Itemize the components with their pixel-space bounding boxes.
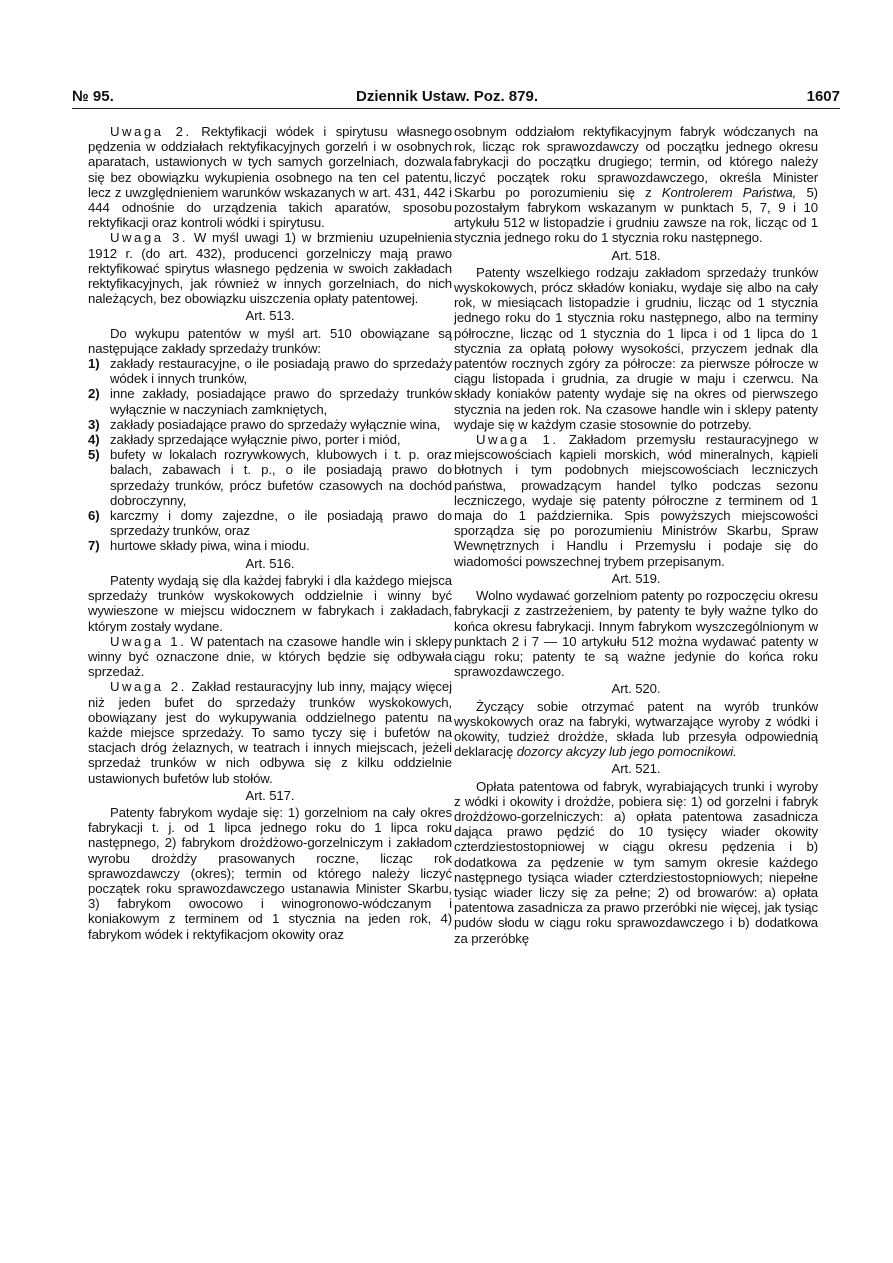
list-number: 2): [88, 386, 100, 402]
continued-text-b: 5) pozostałym fabrykom wskazanym w punktach 5, 7, 9 i 10 artykułu 512 w listopadzie i grudniu zawsze na rok, licząc od 1 stycznia jednego roku do 1 stycznia roku następnego.: [454, 184, 818, 246]
note-text: Zakładom przemysłu restauracyjnego w miejscowościach kąpieli morskich, wód mineralnych, kąpieli błotnych i tym podobnych miejscowościach leczniczych państwa, prowadzącym handel tylko podczas sezonu leczniczego, wydaje się patenty półroczne z terminem od 1 maja do 1 października. Spis powyższych miejscowości sporządza się po porozumieniu Ministrów Skarbu, Spraw Wewnętrznych i Handlu i Przemysłu i podaje się do wiadomości powszechnej trybem przepisanym.: [454, 432, 818, 569]
page-number: 1607: [806, 88, 840, 105]
header-rule: [72, 108, 840, 109]
emphasis-text: Kontrolerem Państwa,: [661, 184, 797, 200]
list-text: karczmy i domy zajezdne, o ile posiadają prawo do sprzedaży trunków, oraz: [110, 508, 452, 539]
list-number: 5): [88, 447, 100, 463]
journal-title: Dziennik Ustaw. Poz. 879.: [356, 88, 538, 105]
page-header: [72, 88, 840, 110]
article-heading: Art. 517.: [245, 787, 295, 803]
list-item: [88, 432, 452, 447]
article-heading: Art. 521.: [611, 761, 661, 777]
right-column: [454, 124, 818, 946]
list-item: [88, 417, 452, 432]
continued-text: [454, 124, 818, 246]
issue-number: № 95.: [72, 88, 114, 105]
article-heading: Art. 518.: [611, 247, 661, 263]
note-text: W patentach na czasowe handle win i sklepy winny być oznaczone dnie, w których będzie się odbywała sprzedaż.: [88, 633, 452, 680]
article-heading: Art. 519.: [611, 570, 661, 586]
list-number: 4): [88, 432, 100, 448]
article-text: Patenty fabrykom wydaje się: 1) gorzelniom na cały okres fabrykacji t. j. od 1 lipca jednego roku do 1 lipca roku następnego, 2) fabrykom drożdżowo-gorzelniczym i zakładom wyrobu drożdży prasowanych roczne, licząc rok sprawozdawczy (okres); termin od którego należy liczyć początek roku sprawozdawczego ustanawia Minister Skarbu, 3) fabrykom owocowo i winogronowo-wódczanym i koniakowym z terminem od 1 stycznia na jeden rok, 4) fabrykom wódek i rektyfikacjom okowity oraz: [88, 804, 452, 942]
note-paragraph: [454, 432, 818, 569]
article-text: Wolno wydawać gorzelniom patenty po rozpoczęciu okresu fabrykacji z zastrzeżeniem, by patenty te były ważne tylko do końca okresu fabrykacji. Innym fabrykom wyszczególnionym w punktach 2 i 7 — 10 artykułu 512 można wydawać patenty w ciągu roku; patenty te są ważne jedynie do końca roku sprawozdawczego.: [454, 588, 818, 680]
article-text: [454, 699, 818, 760]
note-paragraph: [88, 634, 452, 680]
list-text: zakłady restauracyjne, o ile posiadają prawo do sprzedaży wódek i innych trunków,: [110, 356, 452, 387]
article-text: Do wykupu patentów w myśl art. 510 obowiązane są następujące zakłady sprzedaży trunków:: [88, 325, 452, 356]
note-keyword: Uwaga 1.: [110, 633, 187, 649]
note-paragraph: [88, 124, 452, 230]
list-text: hurtowe składy piwa, wina i miodu.: [110, 538, 310, 554]
article-heading: Art. 516.: [245, 555, 295, 571]
continued-text-a: osobnym oddziałom rektyfikacyjnym fabryk wódczanych na rok, licząc rok sprawozdawczy od początku jednego okresu fabrykacji do początku drugiego; termin, od którego należy liczyć początek roku sprawozdawczego, określa Minister Skarbu po porozumieniu się z: [454, 124, 818, 200]
note-text: Rektyfikacji wódek i spirytusu własnego pędzenia w oddziałach rektyfikacyjnych gorzelń i w osobnych aparatach, ustawionych w tych samych gorzelniach, dozwala się bez obowiązku wykupienia osobnego na ten cel patentu, lecz z uwzględnieniem warunków wskazanych w art. 431, 442 i 444 odnośnie do urządzenia takich aparatów, sposobu rektyfikacji oraz kontroli wódki i spirytusu.: [88, 124, 452, 231]
emphasis-text: dozorcy akcyzy lub jego pomocnikowi.: [516, 744, 737, 760]
list-text: zakłady posiadające prawo do sprzedaży wyłącznie wina,: [110, 416, 441, 432]
list-item: [88, 386, 452, 416]
note-text: Zakład restauracyjny lub inny, mający więcej niż jeden bufet do sprzedaży trunków wyskokowych, obowiązany jest do wykupywania oddzielnego patentu na każde miejsce sprzedaży. To samo tyczy się i bufetów na stacjach dróg żelaznych, w teatrach i innych miejscach, jeżeli sprzedaż trunków w nich odbywa się z kilku oddzielnie ustawionych bufetów lub stołów.: [88, 679, 452, 786]
note-keyword: Uwaga 3.: [110, 230, 188, 246]
list-item: [88, 447, 452, 508]
list-number: 6): [88, 508, 100, 524]
list-text: zakłady sprzedające wyłącznie piwo, porter i miód,: [110, 432, 401, 448]
article-heading: Art. 520.: [611, 681, 661, 697]
article-text: Patenty wszelkiego rodzaju zakładom sprzedaży trunków wyskokowych, prócz składów koniaku, wydaje się albo na cały rok, w miesiącach listopadzie i grudniu, licząc od 1 stycznia jednego roku do 1 stycznia roku następnego, albo na terminy półroczne, licząc od 1 stycznia do 1 lipca i od 1 lipca do 1 stycznia za opłatą połowy wysokości, przyczem jednak dla patentów rocznych zgóry za półrocze: za pierwsze półrocze w ciągu listopada i grudnia, za drugie w maju i czerwcu. Na składy koniaków patenty wydaje się na okres od pierwszego stycznia na jeden rok. Na czasowe handle win i sklepy patenty wydaje się w każdym czasie stosownie do potrzeby.: [454, 264, 818, 432]
article-list: [88, 356, 452, 554]
note-paragraph: [88, 230, 452, 306]
list-text: inne zakłady, posiadające prawo do sprzedaży trunków wyłącznie w naczyniach zamkniętych,: [110, 386, 452, 417]
list-item: [88, 538, 452, 553]
article-text: Opłata patentowa od fabryk, wyrabiających trunki i wyroby z wódki i okowity i drożdże, pobiera się: 1) od gorzelni i fabryk drożdżowo-gorzelniczych: a) opłata patentowa zasadnicza dająca prawo pędzić do 10 tysięcy wiader okowity czterdziestostopniowej w ciągu okresu pędzenia i b) dodatkowa za pędzenie w tym samym okresie każdego następnego tysiąca wiader czterdziestostopniowych; niepełne tysiąc wiader liczy się za pełne; 2) od browarów: a) opłata patentowa zasadnicza za prawo przeróbki nie więcej, jak tysiąc pudów słodu w ciągu roku sprawozdawczego i b) dodatkowa za przeróbkę: [454, 778, 818, 946]
note-keyword: Uwaga 1.: [476, 432, 559, 448]
article-text: Patenty wydają się dla każdej fabryki i dla każdego miejsca sprzedaży trunków wyskokowych oddzielnie i winny być wywieszone w miejscu widocznem w fabrykach i zakładach, którym zostały wydane.: [88, 572, 452, 634]
list-item: [88, 356, 452, 386]
note-paragraph: [88, 679, 452, 785]
note-keyword: Uwaga 2.: [110, 124, 192, 139]
article-heading: Art. 513.: [245, 308, 295, 324]
list-number: 3): [88, 416, 100, 432]
article-text-a: Życzący sobie otrzymać patent na wyrób trunków wyskokowych oraz na fabryki, wytwarzające wyroby z wódki i okowity, tudzież drożdże, składa lub przesyła odpowiednią deklarację: [454, 698, 818, 760]
note-text: W myśl uwagi 1) w brzmieniu uzupełnienia 1912 r. (do art. 432), producenci gorzelniczy mają prawo rektyfikować spirytus własnego pędzenia w swoich zakładach rektyfikacyjnych, jak również w innych gorzelniach, do nich należących, bez obowiązku uiszczenia opłaty patentowej.: [88, 230, 452, 307]
list-number: 1): [88, 356, 100, 372]
list-item: [88, 508, 452, 538]
list-text: bufety w lokalach rozrywkowych, klubowych i t. p. oraz balach, zabawach i t. p., o ile posiadają prawo do sprzedaży trunków, prócz bufetów czasowych na dochód dobroczynny,: [110, 447, 452, 508]
note-keyword: Uwaga 2.: [110, 679, 187, 695]
left-column: [88, 124, 452, 942]
list-number: 7): [88, 538, 100, 554]
